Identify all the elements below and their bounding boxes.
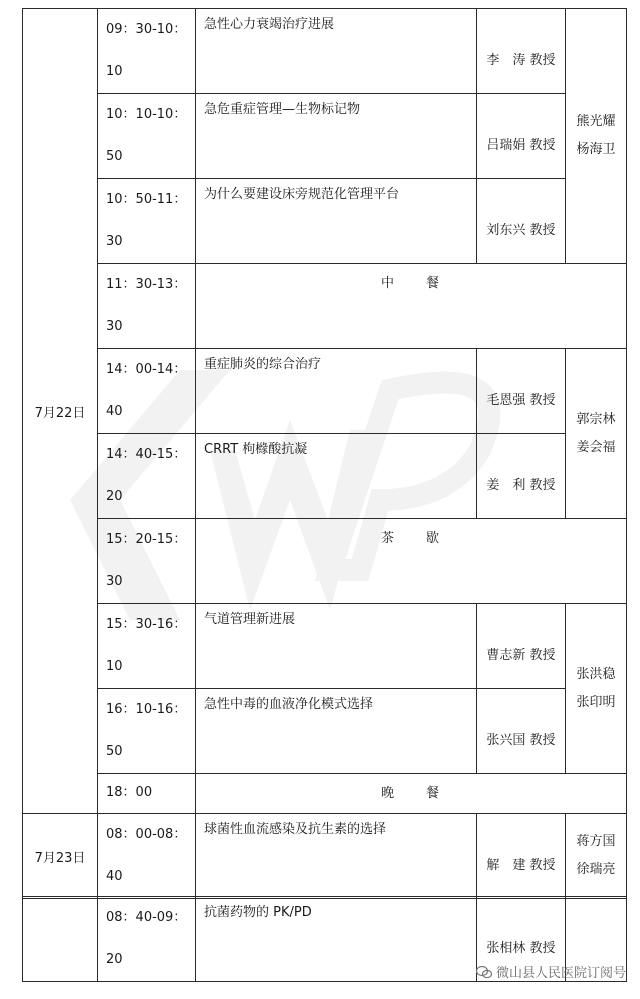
time-start: 08：00-08： <box>106 827 187 842</box>
topic-cell <box>196 349 477 434</box>
schedule-table <box>22 8 627 899</box>
speaker-text: 张相林 教授 <box>486 940 556 956</box>
chair-name: 张印明 <box>576 694 616 710</box>
time-cell <box>98 774 196 814</box>
speaker-text: 曹志新 教授 <box>486 647 556 663</box>
speaker-cell <box>477 179 566 264</box>
chair-cell <box>566 604 627 774</box>
speaker-cell <box>477 814 566 899</box>
time-cell <box>98 434 196 519</box>
break-label: 晚 餐 <box>380 786 441 801</box>
time-start: 10：10-10： <box>106 107 187 122</box>
table-row <box>23 179 627 264</box>
table-row <box>23 774 627 814</box>
table-row <box>23 9 627 94</box>
time-cell <box>98 94 196 179</box>
chair-name: 张洪稳 <box>576 666 616 682</box>
chair-cell <box>566 814 627 899</box>
time-end: 30 <box>106 574 123 589</box>
table-row <box>23 349 627 434</box>
time-start: 10：50-11： <box>106 192 187 207</box>
time-end: 10 <box>106 659 123 674</box>
topic-cell <box>196 689 477 774</box>
speaker-text: 吕瑞娟 教授 <box>486 137 556 153</box>
time-cell <box>98 9 196 94</box>
time-cell <box>98 179 196 264</box>
chair-name: 蒋方国 <box>576 834 616 849</box>
time-start: 08：40-09： <box>106 910 187 925</box>
topic-cell <box>196 179 477 264</box>
date-cell <box>23 814 98 899</box>
date-cell <box>23 9 98 814</box>
speaker-text: 姜 利 教授 <box>486 477 556 493</box>
speaker-cell <box>477 9 566 94</box>
speaker-text: 李 涛 教授 <box>486 52 556 68</box>
time-start: 14：40-15： <box>106 447 187 462</box>
table-row <box>23 814 627 899</box>
topic-text: 急危重症管理—生物标记物 <box>204 102 361 117</box>
time-end: 20 <box>106 489 123 504</box>
chair-name: 徐瑞亮 <box>576 862 616 877</box>
table-row <box>23 264 627 349</box>
table-row <box>23 604 627 689</box>
time-cell <box>98 349 196 434</box>
time-end: 40 <box>106 869 123 884</box>
time-start: 09：30-10： <box>106 22 187 37</box>
time-end: 20 <box>106 952 123 967</box>
time-cell <box>98 264 196 349</box>
chair-cell <box>566 349 627 519</box>
break-cell <box>196 774 627 814</box>
topic-text: 急性心力衰竭治疗进展 <box>204 17 335 32</box>
speaker-cell <box>477 94 566 179</box>
speaker-cell <box>477 349 566 434</box>
time-cell <box>98 897 196 982</box>
speaker-cell <box>477 434 566 519</box>
break-label: 中 餐 <box>380 276 441 291</box>
break-cell <box>196 264 627 349</box>
time-start: 15：30-16： <box>106 617 187 632</box>
table-row <box>23 519 627 604</box>
date-cell <box>23 897 98 982</box>
date-label: 7月22日 <box>34 405 86 421</box>
time-end: 50 <box>106 744 123 759</box>
wechat-icon <box>476 966 492 978</box>
speaker-text: 刘东兴 教授 <box>486 222 556 238</box>
table-row <box>23 94 627 179</box>
speaker-text: 张兴国 教授 <box>486 732 556 748</box>
time-end: 10 <box>106 64 123 79</box>
time-end: 40 <box>106 404 123 419</box>
chair-name: 姜会福 <box>576 439 616 455</box>
topic-cell <box>196 814 477 899</box>
topic-cell <box>196 94 477 179</box>
chair-cell <box>566 9 627 264</box>
chair-name: 熊光耀 <box>576 114 616 129</box>
time-start: 11：30-13： <box>106 277 187 292</box>
topic-text: 重症肺炎的综合治疗 <box>204 357 322 372</box>
time-start: 14：00-14： <box>106 362 187 377</box>
topic-text: 气道管理新进展 <box>204 612 296 627</box>
date-label: 7月23日 <box>34 850 86 866</box>
break-label: 茶 歇 <box>380 531 441 546</box>
time-start: 18：00 <box>106 785 153 800</box>
chair-name: 郭宗林 <box>576 411 616 427</box>
topic-text: 抗菌药物的 PK/PD <box>204 905 312 920</box>
break-cell <box>196 519 627 604</box>
time-cell <box>98 604 196 689</box>
speaker-cell <box>477 689 566 774</box>
chair-name: 杨海卫 <box>576 142 616 157</box>
topic-cell <box>196 9 477 94</box>
topic-cell <box>196 897 477 982</box>
time-cell <box>98 689 196 774</box>
topic-text: 球菌性血流感染及抗生素的选择 <box>204 822 387 837</box>
time-start: 15：20-15： <box>106 532 187 547</box>
table-row <box>23 434 627 519</box>
topic-cell <box>196 434 477 519</box>
time-end: 30 <box>106 319 123 334</box>
time-end: 50 <box>106 149 123 164</box>
speaker-text: 毛恩强 教授 <box>486 392 556 408</box>
time-start: 16：10-16： <box>106 702 187 717</box>
topic-text: 为什么要建设床旁规范化管理平台 <box>204 187 400 202</box>
time-end: 30 <box>106 234 123 249</box>
table-row <box>23 689 627 774</box>
speaker-cell <box>477 604 566 689</box>
topic-text: 急性中毒的血液净化模式选择 <box>204 697 374 712</box>
wechat-footer <box>476 962 626 981</box>
topic-cell <box>196 604 477 689</box>
speaker-text: 解 建 教授 <box>486 857 556 873</box>
footer-text: 微山县人民医院订阅号 <box>495 966 626 981</box>
time-cell <box>98 814 196 899</box>
topic-text: CRRT 枸橼酸抗凝 <box>204 442 308 457</box>
time-cell <box>98 519 196 604</box>
